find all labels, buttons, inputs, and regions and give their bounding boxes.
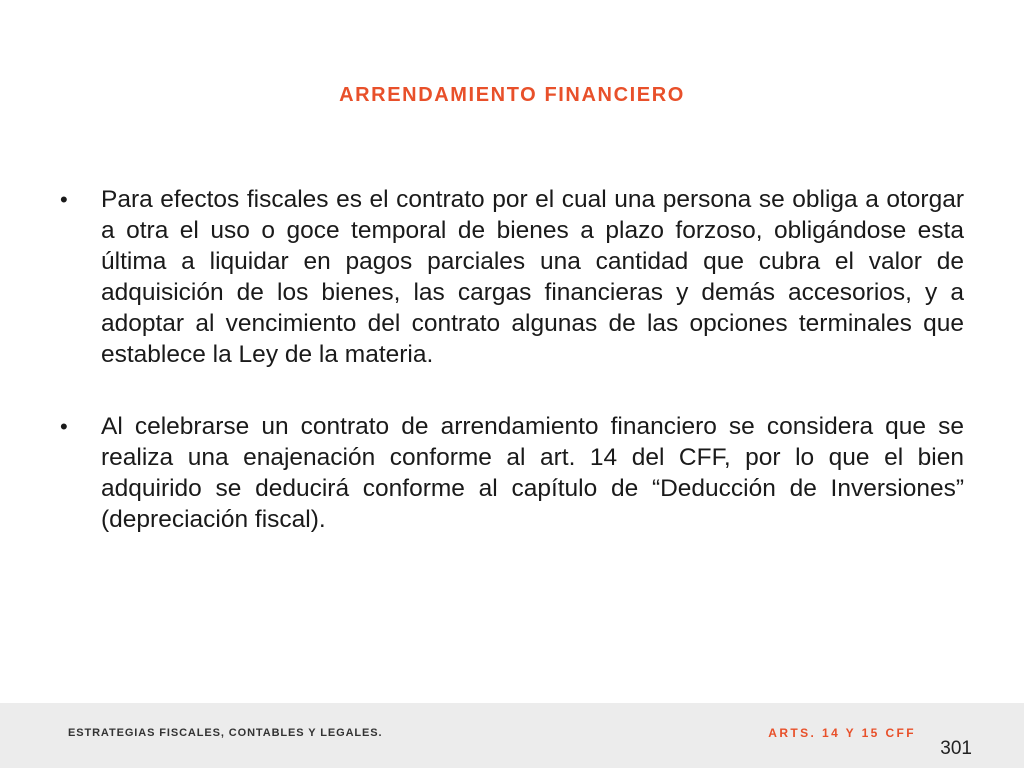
slide-title: ARRENDAMIENTO FINANCIERO xyxy=(339,84,685,106)
bullet-item xyxy=(58,411,964,535)
page-number: 301 xyxy=(940,738,972,759)
bullet-list xyxy=(58,184,964,535)
footer-left-text: ESTRATEGIAS FISCALES, CONTABLES Y LEGALES. xyxy=(68,727,383,739)
bullet-item xyxy=(58,184,964,370)
footer-right-text: ARTS. 14 Y 15 CFF xyxy=(768,726,916,740)
footer-bar xyxy=(0,703,1024,768)
bullet-text: Al celebrarse un contrato de arrendamiento financiero se considera que se realiza una enajenación conforme al art. 14 del CFF, por lo que el bien adquirido se deducirá conforme al capítulo de “Deducción de Inversiones” (depreciación fiscal). xyxy=(101,413,964,533)
bullet-text: Para efectos fiscales es el contrato por el cual una persona se obliga a otorgar a otra el uso o goce temporal de bienes a plazo forzoso, obligándose esta última a liquidar en pagos parciales una cantidad que cubra el valor de adquisición de los bienes, las cargas financieras y demás accesorios, y a adoptar al vencimiento del contrato algunas de las opciones terminales que establece la Ley de la materia. xyxy=(101,186,964,368)
bullet-dot-icon: • xyxy=(60,414,68,439)
bullet-dot-icon: • xyxy=(60,187,68,212)
